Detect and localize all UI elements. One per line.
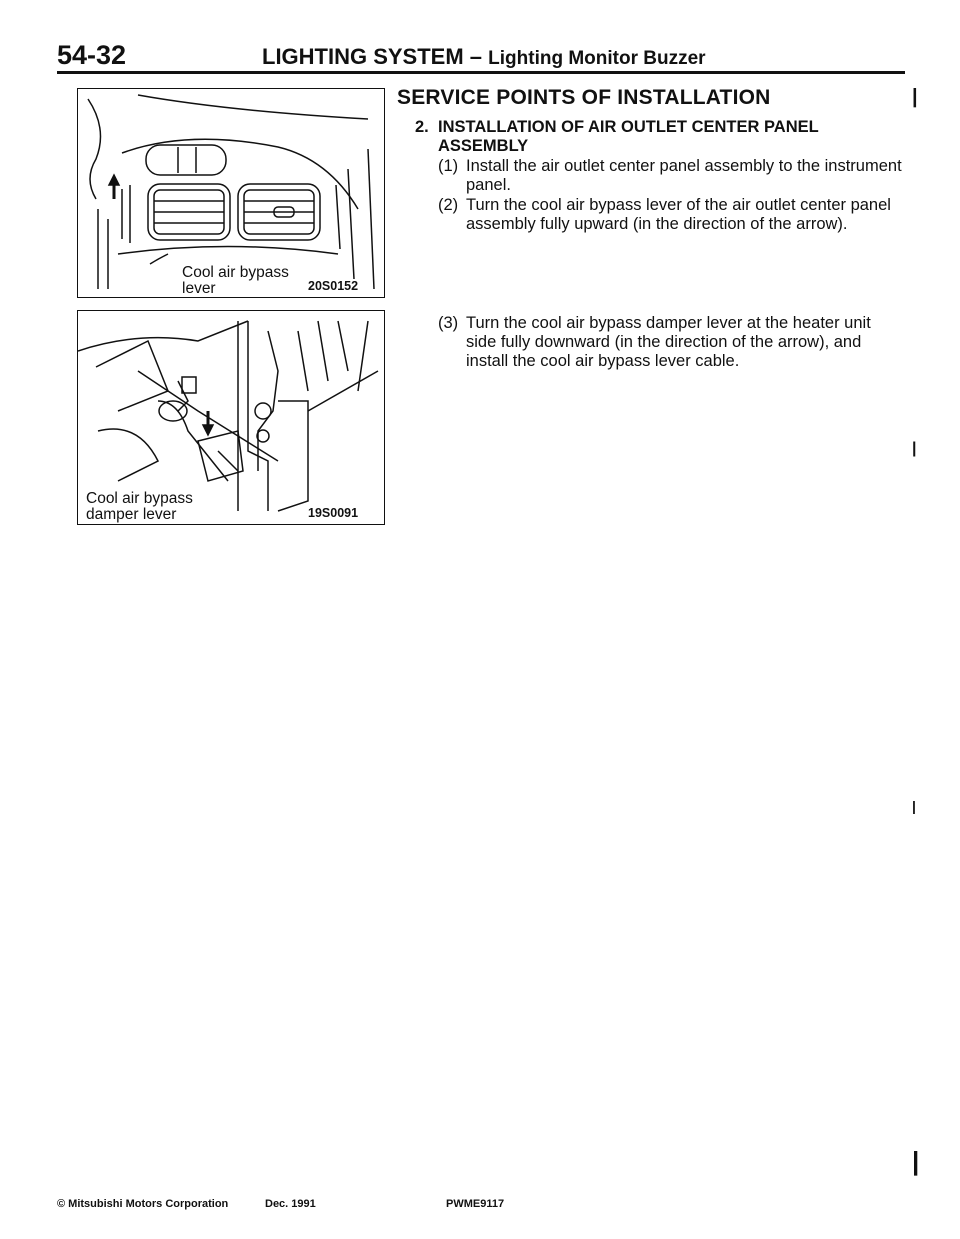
figure1-code: 20S0152: [308, 279, 359, 293]
footer-date: Dec. 1991: [265, 1198, 316, 1210]
step-number: 2.: [415, 118, 429, 136]
step-title: INSTALLATION OF AIR OUTLET CENTER PANEL ASSEMBLY: [438, 118, 819, 155]
page-title: [262, 44, 706, 70]
header-rule: [57, 71, 905, 74]
margin-mark: |: [912, 1146, 920, 1176]
section-title: SERVICE POINTS OF INSTALLATION: [397, 86, 771, 109]
figure-damper-lever: [77, 310, 385, 525]
page-header: [57, 28, 905, 70]
header-subtitle: Lighting Monitor Buzzer: [488, 48, 706, 69]
figure2-code: 19S0091: [308, 506, 359, 520]
figure1-label: Cool air bypass lever: [182, 264, 289, 297]
footer-code: PWME9117: [446, 1198, 505, 1210]
figure2-label: Cool air bypass damper lever: [86, 490, 193, 523]
footer-copyright: © Mitsubishi Motors Corporation: [57, 1198, 229, 1210]
list-item: (3) Turn the cool air bypass damper lever at the heater unit side fully downward (in the direction of the arrow), and install the cool air bypass lever cable.: [438, 314, 871, 370]
header-title: LIGHTING SYSTEM –: [262, 44, 483, 69]
margin-mark: |: [912, 86, 918, 108]
list-item: (2) Turn the cool air bypass lever of the air outlet center panel assembly fully upward (in the direction of the arrow).: [438, 196, 891, 233]
margin-mark: |: [912, 798, 916, 814]
margin-mark: |: [912, 440, 917, 457]
figure-air-outlet-panel: [77, 88, 385, 298]
list-item: (1) Install the air outlet center panel assembly to the instrument panel.: [438, 157, 902, 194]
page-number: 54-32: [57, 40, 127, 70]
